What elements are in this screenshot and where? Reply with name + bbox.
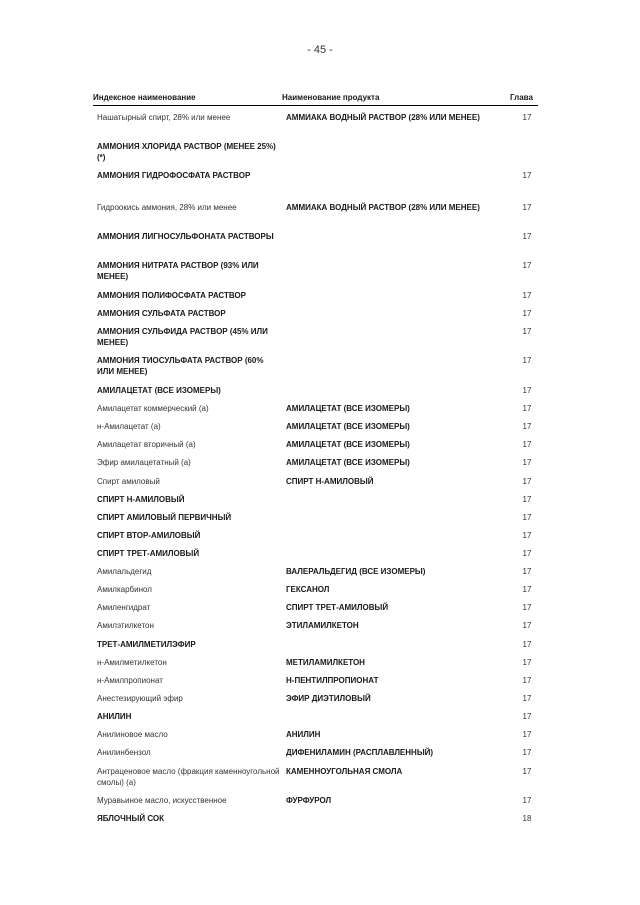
cell-product-name: АММИАКА ВОДНЫЙ РАСТВОР (28% ИЛИ МЕНЕЕ) (286, 203, 480, 212)
table-row (93, 308, 538, 319)
table-row (93, 439, 538, 450)
cell-chapter: 17 (522, 232, 532, 241)
cell-index-name: Амилальдегид (97, 567, 152, 576)
cell-chapter (510, 141, 538, 163)
cell-index-name: АММОНИЯ ПОЛИФОСФАТА РАСТВОР (97, 291, 246, 300)
cell-index-name: АММОНИЯ СУЛЬФИДА РАСТВОР (45% ИЛИ МЕНЕЕ) (97, 327, 268, 347)
cell-product-name: СПИРТ ТРЕТ-АМИЛОВЫЙ (286, 603, 389, 612)
cell-product-name: СПИРТ Н-АМИЛОВЫЙ (286, 477, 374, 486)
cell-chapter: 17 (522, 603, 532, 612)
table-row (93, 795, 538, 806)
cell-product-name (282, 308, 510, 319)
cell-product-name (282, 530, 510, 541)
cell-product-name (282, 512, 510, 523)
header-product-name: Наименование продукта (282, 93, 380, 102)
cell-index-name: СПИРТ ТРЕТ-АМИЛОВЫЙ (97, 549, 200, 558)
cell-product-name (282, 385, 510, 396)
table-row (93, 494, 538, 505)
table-row (93, 260, 538, 282)
cell-index-name: Амиленгидрат (97, 603, 151, 612)
cell-index-name: ЯБЛОЧНЫЙ СОК (97, 814, 165, 823)
cell-product-name: ВАЛЕРАЛЬДЕГИД (ВСЕ ИЗОМЕРЫ) (286, 567, 426, 576)
cell-index-name: Амилацетат коммерческий (a) (97, 404, 209, 413)
cell-chapter: 17 (522, 458, 532, 467)
table-row (93, 602, 538, 613)
table-row (93, 231, 538, 242)
cell-chapter: 17 (522, 694, 532, 703)
cell-product-name (282, 355, 510, 377)
cell-chapter: 17 (522, 203, 532, 212)
cell-product-name: ЭТИЛАМИЛКЕТОН (286, 621, 359, 630)
cell-index-name: н-Амилпропионат (97, 676, 163, 685)
cell-index-name: Анилиновое масло (97, 730, 168, 739)
table-row (93, 170, 538, 181)
cell-chapter: 17 (522, 261, 532, 270)
table-row (93, 512, 538, 523)
cell-product-name (282, 170, 510, 181)
cell-product-name: АНИЛИН (286, 730, 321, 739)
cell-chapter: 17 (522, 477, 532, 486)
table-row (93, 355, 538, 377)
cell-index-name: Анилинбензол (97, 748, 151, 757)
cell-product-name (282, 494, 510, 505)
table-row (93, 290, 538, 301)
cell-chapter: 17 (522, 640, 532, 649)
cell-index-name: АММОНИЯ СУЛЬФАТА РАСТВОР (97, 309, 226, 318)
cell-index-name: Эфир амилацетатный (a) (97, 458, 191, 467)
cell-chapter: 17 (522, 327, 532, 336)
table-row (93, 584, 538, 595)
cell-product-name: КАМЕННОУГОЛЬНАЯ СМОЛА (286, 767, 403, 776)
cell-chapter: 17 (522, 549, 532, 558)
header-index-name: Индексное наименование (93, 93, 196, 102)
table-row (93, 566, 538, 577)
cell-chapter: 17 (522, 309, 532, 318)
table-row (93, 813, 538, 824)
cell-index-name: н-Амилацетат (a) (97, 422, 161, 431)
cell-product-name (282, 326, 510, 348)
substance-index-table (93, 93, 538, 823)
cell-index-name: Нашатырный спирт, 28% или менее (97, 113, 231, 122)
cell-chapter: 17 (522, 513, 532, 522)
cell-product-name (282, 813, 510, 824)
page-number: - 45 - (307, 44, 333, 56)
cell-chapter: 17 (522, 567, 532, 576)
cell-index-name: Амилацетат вторичный (a) (97, 440, 196, 449)
cell-product-name: АМИЛАЦЕТАТ (ВСЕ ИЗОМЕРЫ) (286, 404, 410, 413)
cell-product-name: Н-ПЕНТИЛПРОПИОНАТ (286, 676, 379, 685)
cell-product-name (282, 548, 510, 559)
table-row (93, 326, 538, 348)
table-row (93, 141, 538, 163)
cell-chapter: 17 (522, 730, 532, 739)
cell-chapter: 17 (522, 171, 532, 180)
cell-product-name (282, 231, 510, 242)
cell-product-name: ФУРФУРОЛ (286, 796, 332, 805)
cell-chapter: 17 (522, 676, 532, 685)
cell-product-name: АММИАКА ВОДНЫЙ РАСТВОР (28% ИЛИ МЕНЕЕ) (286, 113, 480, 122)
cell-chapter: 17 (522, 748, 532, 757)
table-row (93, 385, 538, 396)
cell-index-name: АММОНИЯ НИТРАТА РАСТВОР (93% ИЛИ МЕНЕЕ) (97, 261, 259, 281)
cell-chapter: 17 (522, 585, 532, 594)
table-header (93, 93, 538, 106)
cell-index-name: АНИЛИН (97, 712, 132, 721)
cell-index-name: Спирт амиловый (97, 477, 160, 486)
cell-product-name (282, 711, 510, 722)
cell-product-name (282, 290, 510, 301)
cell-index-name: Муравьиное масло, искусственное (97, 796, 227, 805)
cell-index-name: АМИЛАЦЕТАТ (ВСЕ ИЗОМЕРЫ) (97, 386, 221, 395)
cell-chapter: 17 (522, 658, 532, 667)
table-row (93, 548, 538, 559)
cell-index-name: АММОНИЯ ТИОСУЛЬФАТА РАСТВОР (60% ИЛИ МЕНЕЕ) (97, 356, 264, 376)
cell-chapter: 17 (522, 495, 532, 504)
table-body (93, 106, 538, 823)
cell-product-name: МЕТИЛАМИЛКЕТОН (286, 658, 365, 667)
table-row (93, 403, 538, 414)
cell-chapter: 17 (522, 621, 532, 630)
table-row (93, 112, 538, 123)
cell-product-name (282, 639, 510, 650)
cell-index-name: Амилкарбинол (97, 585, 152, 594)
cell-product-name: ЭФИР ДИЭТИЛОВЫЙ (286, 694, 371, 703)
cell-chapter: 17 (522, 531, 532, 540)
cell-product-name: ГЕКСАНОЛ (286, 585, 330, 594)
cell-index-name: н-Амилметилкетон (97, 658, 167, 667)
cell-product-name: ДИФЕНИЛАМИН (РАСПЛАВЛЕННЫЙ) (286, 748, 434, 757)
cell-product-name (282, 141, 510, 163)
cell-chapter: 17 (522, 386, 532, 395)
table-row (93, 675, 538, 686)
cell-index-name: ТРЕТ-АМИЛМЕТИЛЭФИР (97, 640, 196, 649)
table-row (93, 457, 538, 468)
cell-index-name: Антраценовое масло (фракция каменноугольной смолы) (a) (97, 767, 280, 787)
cell-product-name: АМИЛАЦЕТАТ (ВСЕ ИЗОМЕРЫ) (286, 440, 410, 449)
cell-index-name: Гидроокись аммония, 28% или менее (97, 203, 237, 212)
cell-chapter: 17 (522, 767, 532, 776)
cell-chapter: 17 (522, 712, 532, 721)
cell-chapter: 17 (522, 291, 532, 300)
cell-product-name: АМИЛАЦЕТАТ (ВСЕ ИЗОМЕРЫ) (286, 422, 410, 431)
cell-index-name: Анестезирующий эфир (97, 694, 183, 703)
table-row (93, 639, 538, 650)
cell-index-name: АММОНИЯ ГИДРОФОСФАТА РАСТВОР (97, 171, 251, 180)
cell-index-name: Амилэтилкетон (97, 621, 154, 630)
cell-chapter: 17 (522, 113, 532, 122)
table-row (93, 202, 538, 213)
table-row (93, 530, 538, 541)
table-row (93, 476, 538, 487)
table-row (93, 657, 538, 668)
cell-chapter: 17 (522, 440, 532, 449)
cell-index-name: СПИРТ АМИЛОВЫЙ ПЕРВИЧНЫЙ (97, 513, 232, 522)
table-row (93, 766, 538, 788)
cell-product-name: АМИЛАЦЕТАТ (ВСЕ ИЗОМЕРЫ) (286, 458, 410, 467)
cell-chapter: 18 (522, 814, 532, 823)
cell-index-name: СПИРТ ВТОР-АМИЛОВЫЙ (97, 531, 201, 540)
cell-index-name: АММОНИЯ ХЛОРИДА РАСТВОР (МЕНЕЕ 25%) (*) (97, 142, 276, 162)
cell-chapter: 17 (522, 796, 532, 805)
cell-chapter: 17 (522, 356, 532, 365)
table-row (93, 729, 538, 740)
cell-chapter: 17 (522, 404, 532, 413)
cell-product-name (282, 260, 510, 282)
header-chapter: Глава (510, 93, 533, 102)
table-row (93, 421, 538, 432)
table-row (93, 747, 538, 758)
table-row (93, 693, 538, 704)
cell-index-name: АММОНИЯ ЛИГНОСУЛЬФОНАТА РАСТВОРЫ (97, 232, 274, 241)
cell-chapter: 17 (522, 422, 532, 431)
table-row (93, 711, 538, 722)
table-row (93, 620, 538, 631)
cell-index-name: СПИРТ Н-АМИЛОВЫЙ (97, 495, 185, 504)
